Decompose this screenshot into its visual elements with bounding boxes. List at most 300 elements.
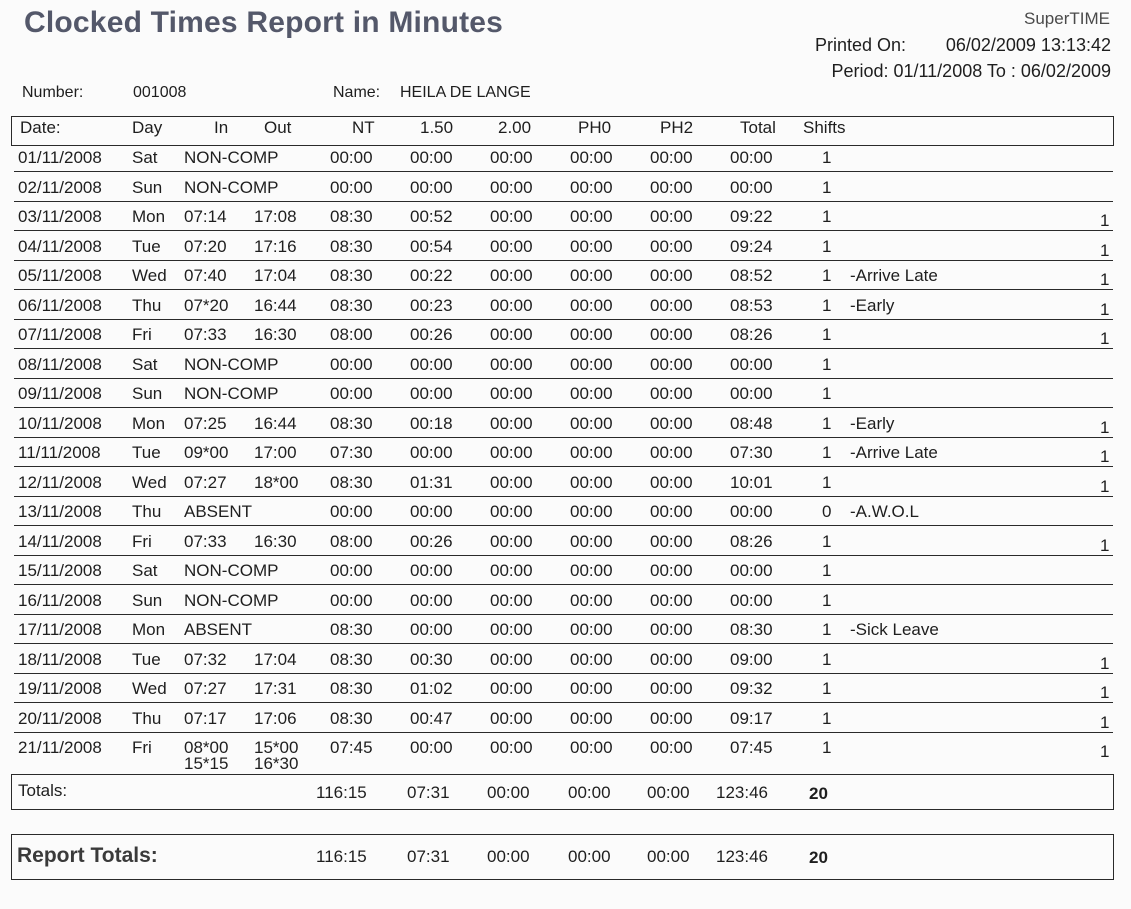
row-150: 00:54 <box>410 236 453 256</box>
row-day: Thu <box>132 708 162 728</box>
row-200: 00:00 <box>490 177 533 197</box>
row-ph2: 00:00 <box>650 472 693 492</box>
row-ph2: 00:00 <box>650 207 693 226</box>
row-total: 08:53 <box>730 295 773 315</box>
row-total: 08:26 <box>730 531 773 551</box>
row-ph0: 00:00 <box>570 266 613 285</box>
col-date: Date: <box>20 118 61 137</box>
row-nt: 08:30 <box>330 295 373 315</box>
row-in: NON-COMP <box>184 177 279 197</box>
col-200: 2.00 <box>498 118 532 137</box>
row-shifts: 0 <box>822 502 832 521</box>
row-ph0: 00:00 <box>570 295 613 315</box>
row-total: 00:00 <box>730 590 773 610</box>
row-in: 09*00 <box>184 443 229 462</box>
row-200: 00:00 <box>490 413 533 433</box>
row-date: 12/11/2008 <box>18 472 102 492</box>
row-150: 00:00 <box>410 590 453 610</box>
report-totals-150: 07:31 <box>407 847 450 866</box>
totals-total: 123:46 <box>716 783 768 802</box>
row-ph2: 00:00 <box>650 354 693 374</box>
row-200: 00:00 <box>490 148 533 167</box>
row-ph2: 00:00 <box>650 443 693 462</box>
row-out-second: 16*30 <box>254 754 299 773</box>
row-day: Mon <box>132 207 166 226</box>
row-ph2: 00:00 <box>650 708 693 728</box>
col-ph2: PH2 <box>660 118 694 137</box>
row-ph0: 00:00 <box>570 531 613 551</box>
row-day: Thu <box>132 295 162 315</box>
col-in: In <box>214 118 229 137</box>
row-date: 10/11/2008 <box>18 413 102 433</box>
row-150: 00:18 <box>410 413 453 433</box>
row-in-second: 15*15 <box>184 754 229 773</box>
row-flag: 1 <box>1100 417 1110 437</box>
report-totals-row <box>11 834 1114 880</box>
row-ph0: 00:00 <box>570 472 613 492</box>
row-nt: 08:30 <box>330 266 373 285</box>
row-total: 09:22 <box>730 207 773 226</box>
row-out: 15*00 <box>254 738 299 757</box>
row-note: -Sick Leave <box>850 620 939 639</box>
table-row <box>0 733 1131 773</box>
row-ph0: 00:00 <box>570 384 613 403</box>
report-totals-total: 123:46 <box>716 847 768 866</box>
row-150: 00:00 <box>410 738 453 757</box>
row-date: 16/11/2008 <box>18 590 102 610</box>
totals-ph0: 00:00 <box>568 783 611 802</box>
row-date: 17/11/2008 <box>18 620 102 639</box>
row-nt: 08:30 <box>330 708 373 728</box>
row-ph2: 00:00 <box>650 295 693 315</box>
table-row <box>0 173 1131 202</box>
row-shifts: 1 <box>822 295 832 315</box>
name-value: HEILA DE LANGE <box>400 84 531 101</box>
row-in: 07:33 <box>184 325 227 344</box>
table-row <box>0 615 1131 644</box>
row-shifts: 1 <box>822 531 832 551</box>
row-ph2: 00:00 <box>650 649 693 669</box>
row-nt: 00:00 <box>330 148 373 167</box>
row-ph2: 00:00 <box>650 384 693 403</box>
row-200: 00:00 <box>490 325 533 344</box>
row-nt: 08:00 <box>330 325 373 344</box>
col-ph0: PH0 <box>578 118 612 137</box>
row-total: 00:00 <box>730 354 773 374</box>
table-row <box>0 261 1131 290</box>
row-ph0: 00:00 <box>570 649 613 669</box>
totals-label: Totals: <box>18 781 68 800</box>
row-150: 00:30 <box>410 649 453 669</box>
row-150: 00:00 <box>410 620 453 639</box>
table-row <box>0 320 1131 349</box>
row-ph0: 00:00 <box>570 413 613 433</box>
row-date: 04/11/2008 <box>18 236 102 256</box>
report-totals-shifts: 20 <box>809 848 828 867</box>
row-shifts: 1 <box>822 472 832 492</box>
row-flag: 1 <box>1100 683 1110 702</box>
row-200: 00:00 <box>490 266 533 285</box>
row-day: Mon <box>132 413 166 433</box>
totals-row <box>11 774 1114 810</box>
row-total: 08:30 <box>730 620 773 639</box>
row-150: 00:00 <box>410 177 453 197</box>
row-shifts: 1 <box>822 649 832 669</box>
row-ph0: 00:00 <box>570 679 613 698</box>
row-ph0: 00:00 <box>570 177 613 197</box>
row-day: Tue <box>132 443 161 462</box>
row-day: Thu <box>132 502 162 521</box>
row-150: 00:00 <box>410 443 453 462</box>
row-in: ABSENT <box>184 620 253 639</box>
row-total: 00:00 <box>730 384 773 403</box>
row-flag: 1 <box>1100 476 1110 496</box>
row-total: 00:00 <box>730 148 773 167</box>
totals-ph2: 00:00 <box>647 783 690 802</box>
table-row <box>0 232 1131 261</box>
row-150: 00:47 <box>410 708 453 728</box>
report-totals-ph2: 00:00 <box>647 847 690 866</box>
row-flag: 1 <box>1100 299 1110 319</box>
row-150: 00:00 <box>410 148 453 167</box>
row-nt: 08:30 <box>330 620 373 639</box>
row-out: 17:04 <box>254 649 297 669</box>
row-200: 00:00 <box>490 354 533 374</box>
row-day: Sun <box>132 177 163 197</box>
row-ph2: 00:00 <box>650 590 693 610</box>
row-out: 17:16 <box>254 236 297 256</box>
row-in: 07:20 <box>184 236 227 256</box>
col-total: Total <box>740 118 776 137</box>
row-day: Wed <box>132 472 167 492</box>
row-out: 18*00 <box>254 472 299 492</box>
row-shifts: 1 <box>822 561 832 580</box>
row-ph2: 00:00 <box>650 177 693 197</box>
row-total: 08:48 <box>730 413 773 433</box>
row-ph2: 00:00 <box>650 738 693 757</box>
row-shifts: 1 <box>822 708 832 728</box>
row-out: 16:44 <box>254 295 297 315</box>
row-200: 00:00 <box>490 620 533 639</box>
row-nt: 07:30 <box>330 443 373 462</box>
row-ph0: 00:00 <box>570 502 613 521</box>
row-nt: 08:30 <box>330 472 373 492</box>
row-date: 07/11/2008 <box>18 325 102 344</box>
row-ph2: 00:00 <box>650 620 693 639</box>
row-200: 00:00 <box>490 649 533 669</box>
row-in: 07:27 <box>184 472 227 492</box>
row-nt: 00:00 <box>330 561 373 580</box>
row-day: Sun <box>132 384 163 403</box>
row-ph0: 00:00 <box>570 354 613 374</box>
row-shifts: 1 <box>822 325 832 344</box>
row-nt: 00:00 <box>330 354 373 374</box>
row-in: 07:14 <box>184 207 227 226</box>
row-in: NON-COMP <box>184 590 279 610</box>
row-flag: 1 <box>1100 653 1110 673</box>
row-flag: 1 <box>1100 535 1110 555</box>
row-date: 05/11/2008 <box>18 266 102 285</box>
printed-on-label: Printed On: <box>814 35 906 55</box>
printed-on-value: 06/02/2009 13:13:42 <box>945 35 1111 55</box>
row-date: 08/11/2008 <box>18 354 102 374</box>
row-200: 00:00 <box>490 207 533 226</box>
row-in: 07:25 <box>184 413 227 433</box>
row-200: 00:00 <box>490 443 533 462</box>
totals-150: 07:31 <box>407 783 450 802</box>
row-in: 08*00 <box>184 738 229 757</box>
row-nt: 00:00 <box>330 177 373 197</box>
table-row <box>0 350 1131 379</box>
table-row <box>0 291 1131 320</box>
report-totals-nt: 116:15 <box>316 847 367 866</box>
row-150: 00:23 <box>410 295 453 315</box>
row-shifts: 1 <box>822 177 832 197</box>
row-note: -A.W.O.L <box>850 502 919 521</box>
row-date: 15/11/2008 <box>18 561 102 580</box>
row-in: NON-COMP <box>184 561 279 580</box>
row-ph0: 00:00 <box>570 708 613 728</box>
row-200: 00:00 <box>490 531 533 551</box>
row-out: 17:31 <box>254 679 297 698</box>
row-date: 09/11/2008 <box>18 384 102 403</box>
table-row <box>0 556 1131 585</box>
row-total: 09:00 <box>730 649 773 669</box>
row-flag: 1 <box>1100 270 1110 289</box>
row-total: 07:45 <box>730 738 773 757</box>
row-date: 03/11/2008 <box>18 207 102 226</box>
row-200: 00:00 <box>490 472 533 492</box>
row-note: -Early <box>850 295 895 315</box>
row-in: 07*20 <box>184 295 229 315</box>
row-shifts: 1 <box>822 236 832 256</box>
table-row <box>0 409 1131 438</box>
row-ph0: 00:00 <box>570 561 613 580</box>
row-ph0: 00:00 <box>570 590 613 610</box>
row-note: -Arrive Late <box>850 266 938 285</box>
row-shifts: 1 <box>822 679 832 698</box>
number-value: 001008 <box>133 84 187 101</box>
report-totals-ph0: 00:00 <box>568 847 611 866</box>
row-nt: 08:30 <box>330 236 373 256</box>
row-total: 00:00 <box>730 561 773 580</box>
row-date: 19/11/2008 <box>18 679 102 698</box>
col-150: 1.50 <box>420 118 454 137</box>
row-nt: 07:45 <box>330 738 373 757</box>
row-shifts: 1 <box>822 384 832 403</box>
row-ph0: 00:00 <box>570 207 613 226</box>
row-note: -Arrive Late <box>850 443 938 462</box>
table-row <box>0 468 1131 497</box>
row-ph0: 00:00 <box>570 236 613 256</box>
row-total: 00:00 <box>730 177 773 197</box>
number-label: Number: <box>22 84 84 101</box>
row-in: 07:40 <box>184 266 227 285</box>
row-shifts: 1 <box>822 620 832 639</box>
row-out: 16:30 <box>254 325 297 344</box>
table-row <box>0 674 1131 703</box>
row-day: Fri <box>132 325 152 344</box>
name-label: Name: <box>333 84 381 101</box>
row-flag: 1 <box>1100 712 1110 732</box>
row-shifts: 1 <box>822 266 832 285</box>
row-day: Sat <box>132 354 158 374</box>
row-total: 07:30 <box>730 443 773 462</box>
row-shifts: 1 <box>822 354 832 374</box>
row-200: 00:00 <box>490 738 533 757</box>
row-date: 06/11/2008 <box>18 295 102 315</box>
row-nt: 08:30 <box>330 413 373 433</box>
table-row <box>0 645 1131 674</box>
row-day: Wed <box>132 266 167 285</box>
row-shifts: 1 <box>822 590 832 610</box>
row-shifts: 1 <box>822 148 832 167</box>
row-day: Mon <box>132 620 166 639</box>
row-out: 17:04 <box>254 266 297 285</box>
row-day: Sat <box>132 561 158 580</box>
table-row <box>0 527 1131 556</box>
row-200: 00:00 <box>490 561 533 580</box>
row-total: 10:01 <box>730 472 773 492</box>
row-date: 02/11/2008 <box>18 177 102 197</box>
table-row <box>0 704 1131 733</box>
col-shifts: Shifts <box>803 118 846 137</box>
row-flag: 1 <box>1100 742 1110 761</box>
row-150: 00:26 <box>410 325 453 344</box>
row-150: 00:00 <box>410 502 453 521</box>
row-total: 08:52 <box>730 266 773 285</box>
row-ph2: 00:00 <box>650 236 693 256</box>
row-ph0: 00:00 <box>570 148 613 167</box>
row-ph0: 00:00 <box>570 325 613 344</box>
col-out: Out <box>264 118 292 137</box>
row-ph2: 00:00 <box>650 679 693 698</box>
row-out: 16:30 <box>254 531 297 551</box>
totals-nt: 116:15 <box>316 783 367 802</box>
row-day: Fri <box>132 738 152 757</box>
row-total: 09:24 <box>730 236 773 256</box>
row-date: 18/11/2008 <box>18 649 102 669</box>
row-ph2: 00:00 <box>650 531 693 551</box>
row-150: 00:52 <box>410 207 453 226</box>
totals-shifts: 20 <box>809 784 828 803</box>
row-200: 00:00 <box>490 708 533 728</box>
row-ph0: 00:00 <box>570 620 613 639</box>
row-date: 21/11/2008 <box>18 738 102 757</box>
row-200: 00:00 <box>490 502 533 521</box>
row-150: 00:00 <box>410 561 453 580</box>
col-day: Day <box>132 118 163 137</box>
row-total: 08:26 <box>730 325 773 344</box>
row-ph2: 00:00 <box>650 325 693 344</box>
row-date: 14/11/2008 <box>18 531 102 551</box>
row-flag: 1 <box>1100 447 1110 466</box>
table-row <box>0 143 1131 172</box>
table-row <box>0 586 1131 615</box>
row-in: ABSENT <box>184 502 253 521</box>
row-day: Tue <box>132 236 161 256</box>
row-150: 00:00 <box>410 384 453 403</box>
totals-200: 00:00 <box>487 783 530 802</box>
row-ph2: 00:00 <box>650 413 693 433</box>
column-header-row <box>11 116 1114 146</box>
row-day: Wed <box>132 679 167 698</box>
row-nt: 00:00 <box>330 502 373 521</box>
report-period: Period: 01/11/2008 To : 06/02/2009 <box>831 61 1111 81</box>
row-flag: 1 <box>1100 329 1110 348</box>
row-total: 09:32 <box>730 679 773 698</box>
row-ph2: 00:00 <box>650 561 693 580</box>
row-note: -Early <box>850 413 895 433</box>
row-in: NON-COMP <box>184 354 279 374</box>
row-nt: 00:00 <box>330 384 373 403</box>
table-row <box>0 497 1131 526</box>
table-row <box>0 379 1131 408</box>
table-row <box>0 202 1131 231</box>
row-in: 07:27 <box>184 679 227 698</box>
row-150: 00:22 <box>410 266 453 285</box>
row-200: 00:00 <box>490 679 533 698</box>
row-shifts: 1 <box>822 738 832 757</box>
brand-name: SuperTIME <box>1024 9 1110 28</box>
row-150: 00:00 <box>410 354 453 374</box>
row-out: 17:00 <box>254 443 297 462</box>
row-nt: 08:30 <box>330 207 373 226</box>
table-row <box>0 438 1131 467</box>
row-150: 01:31 <box>410 472 453 492</box>
row-nt: 08:30 <box>330 649 373 669</box>
row-date: 11/11/2008 <box>18 443 101 462</box>
row-in: 07:17 <box>184 708 227 728</box>
row-day: Sun <box>132 590 163 610</box>
row-nt: 08:30 <box>330 679 373 698</box>
row-shifts: 1 <box>822 207 832 226</box>
row-200: 00:00 <box>490 384 533 403</box>
row-date: 20/11/2008 <box>18 708 102 728</box>
row-150: 01:02 <box>410 679 453 698</box>
row-flag: 1 <box>1100 240 1110 260</box>
row-nt: 00:00 <box>330 590 373 610</box>
row-shifts: 1 <box>822 443 832 462</box>
report-title: Clocked Times Report in Minutes <box>24 6 504 39</box>
row-total: 00:00 <box>730 502 773 521</box>
row-ph0: 00:00 <box>570 738 613 757</box>
row-nt: 08:00 <box>330 531 373 551</box>
row-200: 00:00 <box>490 590 533 610</box>
row-day: Fri <box>132 531 152 551</box>
row-total: 09:17 <box>730 708 773 728</box>
row-ph2: 00:00 <box>650 266 693 285</box>
row-ph2: 00:00 <box>650 502 693 521</box>
row-150: 00:26 <box>410 531 453 551</box>
report-totals-label: Report Totals: <box>17 844 158 867</box>
row-out: 17:06 <box>254 708 297 728</box>
row-day: Sat <box>132 148 158 167</box>
row-200: 00:00 <box>490 236 533 256</box>
row-in: NON-COMP <box>184 148 279 167</box>
row-in: 07:32 <box>184 649 227 669</box>
report-totals-200: 00:00 <box>487 847 530 866</box>
row-ph0: 00:00 <box>570 443 613 462</box>
row-date: 01/11/2008 <box>18 148 102 167</box>
row-in: NON-COMP <box>184 384 279 403</box>
row-in: 07:33 <box>184 531 227 551</box>
col-nt: NT <box>352 118 375 137</box>
row-ph2: 00:00 <box>650 148 693 167</box>
row-date: 13/11/2008 <box>18 502 102 521</box>
row-out: 16:44 <box>254 413 297 433</box>
row-flag: 1 <box>1100 211 1110 230</box>
